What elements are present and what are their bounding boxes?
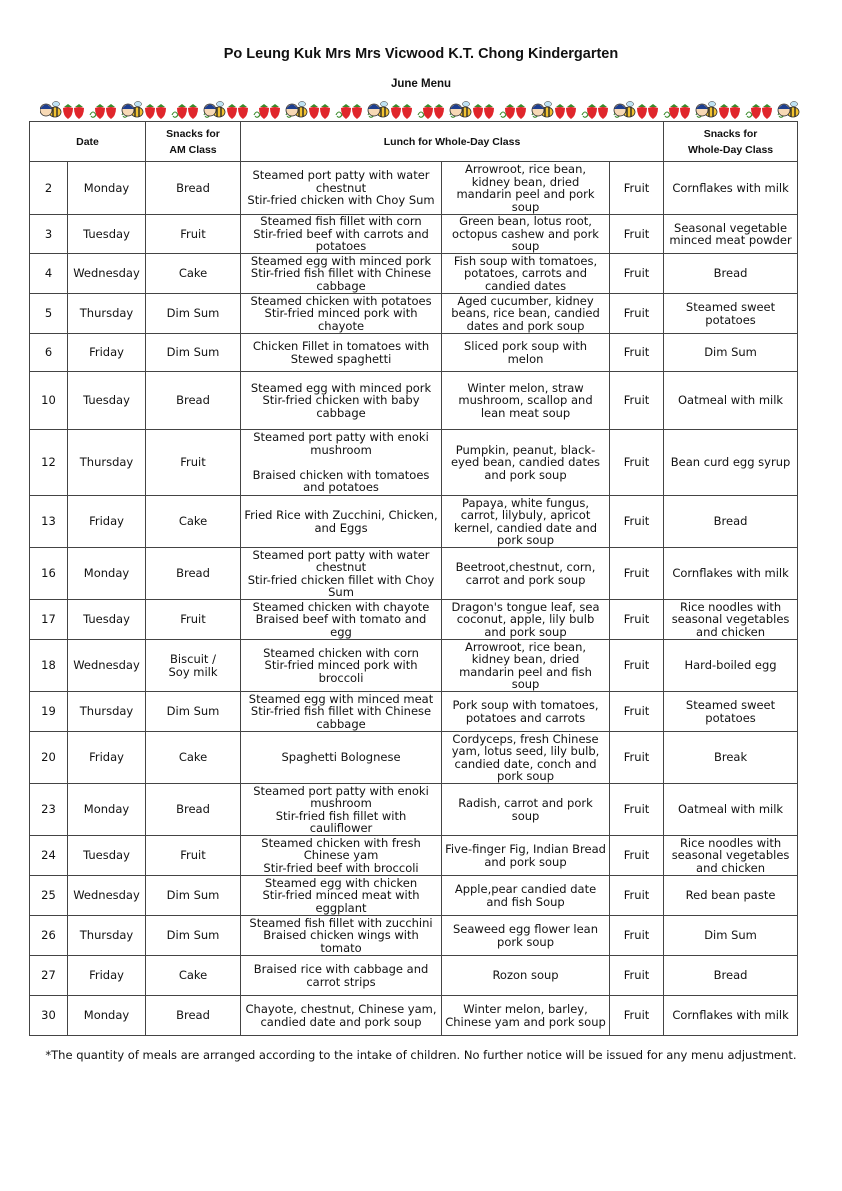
date-day-cell: 25 <box>30 876 68 916</box>
page-title: Po Leung Kuk Mrs Mrs Vicwood K.T. Chong Kindergarten <box>223 46 619 62</box>
lunch-soup-cell: Five-finger Fig, Indian Bread and pork soup <box>442 836 610 876</box>
fruit-cell: Fruit <box>610 692 664 732</box>
fruit-cell: Fruit <box>610 836 664 876</box>
bee-icon <box>696 102 717 118</box>
strawberry-icon <box>106 104 116 119</box>
bee-icon <box>614 102 635 118</box>
strawberry-icon <box>598 104 608 119</box>
weekday-cell: Monday <box>68 162 146 215</box>
fruit-cell: Fruit <box>610 600 664 640</box>
strawberry-icon <box>719 104 729 119</box>
wd-snack-cell: Bread <box>664 496 798 548</box>
lunch-main-cell: Steamed port patty with enoki mushroom Braised chicken with tomatoes and potatoes <box>241 430 442 496</box>
fruit-cell: Fruit <box>610 640 664 692</box>
date-day-cell: 18 <box>30 640 68 692</box>
lunch-main-cell: Chayote, chestnut, Chinese yam, candied date and pork soup <box>241 996 442 1036</box>
vine-swirl-icon <box>500 112 506 117</box>
am-snack-cell: Cake <box>146 496 241 548</box>
strawberry-icon <box>188 104 198 119</box>
header-am-snack: Snacks for AM Class <box>146 122 241 162</box>
lunch-main-cell: Steamed chicken with corn Stir-fried minced pork with broccoli <box>241 640 442 692</box>
strawberry-icon <box>566 104 576 119</box>
vine-swirl-icon <box>336 112 342 117</box>
weekday-cell: Tuesday <box>68 836 146 876</box>
wd-snack-cell: Oatmeal with milk <box>664 784 798 836</box>
am-snack-cell: Fruit <box>146 600 241 640</box>
fruit-cell: Fruit <box>610 996 664 1036</box>
strawberry-icon <box>648 104 658 119</box>
table-row <box>30 876 798 916</box>
wd-snack-cell: Bread <box>664 956 798 996</box>
fruit-cell: Fruit <box>610 548 664 600</box>
bee-icon <box>450 102 471 118</box>
bee-icon <box>368 102 389 118</box>
strawberry-icon <box>637 104 647 119</box>
fruit-cell: Fruit <box>610 876 664 916</box>
table-row <box>30 548 798 600</box>
am-snack-cell: Fruit <box>146 215 241 254</box>
weekday-cell: Thursday <box>68 916 146 956</box>
weekday-cell: Wednesday <box>68 876 146 916</box>
am-snack-cell: Dim Sum <box>146 334 241 372</box>
am-snack-cell: Fruit <box>146 430 241 496</box>
lunch-soup-cell: Pork soup with tomatoes, potatoes and carrots <box>442 692 610 732</box>
strawberry-icon <box>669 104 679 119</box>
strawberry-icon <box>95 104 105 119</box>
table-row <box>30 956 798 996</box>
table-row <box>30 215 798 254</box>
strawberry-icon <box>680 104 690 119</box>
table-row <box>30 996 798 1036</box>
table-row <box>30 430 798 496</box>
bee-icon <box>122 102 143 118</box>
am-snack-cell: Bread <box>146 996 241 1036</box>
header-wd-snack: Snacks for Whole-Day Class <box>664 122 798 162</box>
weekday-cell: Friday <box>68 956 146 996</box>
strawberry-icon <box>505 104 515 119</box>
weekday-cell: Tuesday <box>68 215 146 254</box>
am-snack-cell: Cake <box>146 732 241 784</box>
vine-swirl-icon <box>664 112 670 117</box>
table-row <box>30 836 798 876</box>
wd-snack-cell: Red bean paste <box>664 876 798 916</box>
wd-snack-cell: Dim Sum <box>664 334 798 372</box>
wd-snack-cell: Oatmeal with milk <box>664 372 798 430</box>
fruit-cell: Fruit <box>610 732 664 784</box>
strawberry-icon <box>516 104 526 119</box>
fruit-cell: Fruit <box>610 254 664 294</box>
fruit-cell: Fruit <box>610 496 664 548</box>
am-snack-cell: Bread <box>146 548 241 600</box>
wd-snack-cell: Bread <box>664 254 798 294</box>
strawberry-icon <box>434 104 444 119</box>
date-day-cell: 2 <box>30 162 68 215</box>
lunch-soup-cell: Radish, carrot and pork soup <box>442 784 610 836</box>
weekday-cell: Friday <box>68 732 146 784</box>
bee-icon <box>204 102 225 118</box>
wd-snack-cell: Cornflakes with milk <box>664 996 798 1036</box>
lunch-soup-cell: Beetroot,chestnut, corn, carrot and pork soup <box>442 548 610 600</box>
lunch-soup-cell: Arrowroot, rice bean, kidney bean, dried mandarin peel and fish soup <box>442 640 610 692</box>
date-day-cell: 17 <box>30 600 68 640</box>
page-subtitle: June Menu <box>390 78 452 90</box>
date-day-cell: 20 <box>30 732 68 784</box>
lunch-main-cell: Braised rice with cabbage and carrot strips <box>241 956 442 996</box>
date-day-cell: 24 <box>30 836 68 876</box>
lunch-soup-cell: Green bean, lotus root, octopus cashew and pork soup <box>442 215 610 254</box>
weekday-cell: Thursday <box>68 294 146 334</box>
fruit-cell: Fruit <box>610 430 664 496</box>
am-snack-cell: Bread <box>146 372 241 430</box>
lunch-main-cell: Steamed egg with minced meat Stir-fried fish fillet with Chinese cabbage <box>241 692 442 732</box>
wd-snack-cell: Hard-boiled egg <box>664 640 798 692</box>
am-snack-cell: Biscuit / Soy milk <box>146 640 241 692</box>
am-snack-cell: Dim Sum <box>146 692 241 732</box>
table-row <box>30 916 798 956</box>
date-day-cell: 26 <box>30 916 68 956</box>
date-day-cell: 10 <box>30 372 68 430</box>
menu-table <box>29 121 798 1036</box>
table-row <box>30 600 798 640</box>
date-day-cell: 4 <box>30 254 68 294</box>
fruit-cell: Fruit <box>610 372 664 430</box>
lunch-main-cell: Steamed port patty with enoki mushroom Stir-fried fish fillet with cauliflower <box>241 784 442 836</box>
table-row <box>30 640 798 692</box>
am-snack-cell: Dim Sum <box>146 916 241 956</box>
weekday-cell: Tuesday <box>68 600 146 640</box>
table-row <box>30 334 798 372</box>
weekday-cell: Monday <box>68 784 146 836</box>
table-row <box>30 732 798 784</box>
lunch-soup-cell: Aged cucumber, kidney beans, rice bean, candied dates and pork soup <box>442 294 610 334</box>
strawberry-icon <box>730 104 740 119</box>
am-snack-cell: Bread <box>146 162 241 215</box>
bee-icon <box>40 102 61 118</box>
am-snack-cell: Bread <box>146 784 241 836</box>
table-row <box>30 162 798 215</box>
lunch-main-cell: Steamed chicken with potatoes Stir-fried minced pork with chayote <box>241 294 442 334</box>
weekday-cell: Friday <box>68 496 146 548</box>
am-snack-cell: Cake <box>146 956 241 996</box>
strawberry-icon <box>309 104 319 119</box>
weekday-cell: Wednesday <box>68 254 146 294</box>
bee-icon <box>286 102 307 118</box>
strawberry-icon <box>74 104 84 119</box>
strawberry-icon <box>391 104 401 119</box>
lunch-soup-cell: Rozon soup <box>442 956 610 996</box>
weekday-cell: Monday <box>68 548 146 600</box>
strawberry-icon <box>762 104 772 119</box>
table-row <box>30 496 798 548</box>
wd-snack-cell: Rice noodles with seasonal vegetables and chicken <box>664 600 798 640</box>
lunch-main-cell: Steamed fish fillet with corn Stir-fried beef with carrots and potatoes <box>241 215 442 254</box>
date-day-cell: 27 <box>30 956 68 996</box>
strawberry-icon <box>484 104 494 119</box>
lunch-main-cell: Steamed chicken with chayote Braised beef with tomato and egg <box>241 600 442 640</box>
lunch-main-cell: Steamed egg with minced pork Stir-fried chicken with baby cabbage <box>241 372 442 430</box>
vine-swirl-icon <box>746 112 752 117</box>
table-row <box>30 372 798 430</box>
date-day-cell: 6 <box>30 334 68 372</box>
wd-snack-cell: Bean curd egg syrup <box>664 430 798 496</box>
strawberry-icon <box>177 104 187 119</box>
weekday-cell: Wednesday <box>68 640 146 692</box>
lunch-main-cell: Steamed chicken with fresh Chinese yam Stir-fried beef with broccoli <box>241 836 442 876</box>
lunch-soup-cell: Winter melon, barley, Chinese yam and pork soup <box>442 996 610 1036</box>
vine-swirl-icon <box>582 112 588 117</box>
table-row <box>30 784 798 836</box>
bee-icon <box>532 102 553 118</box>
fruit-cell: Fruit <box>610 162 664 215</box>
lunch-soup-cell: Arrowroot, rice bean, kidney bean, dried mandarin peel and pork soup <box>442 162 610 215</box>
strawberry-icon <box>156 104 166 119</box>
am-snack-cell: Cake <box>146 254 241 294</box>
date-day-cell: 19 <box>30 692 68 732</box>
weekday-cell: Thursday <box>68 430 146 496</box>
date-day-cell: 30 <box>30 996 68 1036</box>
lunch-main-cell: Fried Rice with Zucchini, Chicken, and Eggs <box>241 496 442 548</box>
lunch-soup-cell: Sliced pork soup with melon <box>442 334 610 372</box>
footnote: *The quantity of meals are arranged according to the intake of children. No further notice will be issued for any menu adjustment. <box>45 1048 797 1062</box>
strawberry-bee-border <box>40 99 800 121</box>
table-row <box>30 254 798 294</box>
date-day-cell: 23 <box>30 784 68 836</box>
lunch-soup-cell: Seaweed egg flower lean pork soup <box>442 916 610 956</box>
fruit-cell: Fruit <box>610 916 664 956</box>
vine-swirl-icon <box>90 112 96 117</box>
lunch-main-cell: Steamed egg with minced pork Stir-fried fish fillet with Chinese cabbage <box>241 254 442 294</box>
wd-snack-cell: Break <box>664 732 798 784</box>
wd-snack-cell: Dim Sum <box>664 916 798 956</box>
strawberry-icon <box>270 104 280 119</box>
fruit-cell: Fruit <box>610 294 664 334</box>
date-day-cell: 16 <box>30 548 68 600</box>
strawberry-icon <box>555 104 565 119</box>
lunch-main-cell: Chicken Fillet in tomatoes with Stewed spaghetti <box>241 334 442 372</box>
strawberry-icon <box>352 104 362 119</box>
table-row <box>30 294 798 334</box>
vine-swirl-icon <box>418 112 424 117</box>
lunch-soup-cell: Papaya, white fungus, carrot, lilybuly, apricot kernel, candied date and pork soup <box>442 496 610 548</box>
lunch-main-cell: Spaghetti Bolognese <box>241 732 442 784</box>
weekday-cell: Monday <box>68 996 146 1036</box>
wd-snack-cell: Rice noodles with seasonal vegetables and chicken <box>664 836 798 876</box>
strawberry-icon <box>402 104 412 119</box>
lunch-soup-cell: Winter melon, straw mushroom, scallop and lean meat soup <box>442 372 610 430</box>
fruit-cell: Fruit <box>610 784 664 836</box>
lunch-soup-cell: Fish soup with tomatoes, potatoes, carrots and candied dates <box>442 254 610 294</box>
date-day-cell: 5 <box>30 294 68 334</box>
fruit-cell: Fruit <box>610 334 664 372</box>
strawberry-icon <box>423 104 433 119</box>
lunch-soup-cell: Cordyceps, fresh Chinese yam, lotus seed, lily bulb, candied date, conch and pork soup <box>442 732 610 784</box>
lunch-soup-cell: Pumpkin, peanut, black-eyed bean, candied dates and pork soup <box>442 430 610 496</box>
strawberry-icon <box>259 104 269 119</box>
strawberry-icon <box>473 104 483 119</box>
am-snack-cell: Dim Sum <box>146 876 241 916</box>
date-day-cell: 12 <box>30 430 68 496</box>
am-snack-cell: Fruit <box>146 836 241 876</box>
lunch-soup-cell: Dragon's tongue leaf, sea coconut, apple, lily bulb and pork soup <box>442 600 610 640</box>
lunch-soup-cell: Apple,pear candied date and fish Soup <box>442 876 610 916</box>
wd-snack-cell: Steamed sweet potatoes <box>664 294 798 334</box>
wd-snack-cell: Cornflakes with milk <box>664 548 798 600</box>
lunch-main-cell: Steamed port patty with water chestnut Stir-fried chicken fillet with Choy Sum <box>241 548 442 600</box>
strawberry-icon <box>751 104 761 119</box>
lunch-main-cell: Steamed egg with chicken Stir-fried minced meat with eggplant <box>241 876 442 916</box>
strawberry-icon <box>145 104 155 119</box>
header-row <box>30 122 798 162</box>
weekday-cell: Thursday <box>68 692 146 732</box>
table-row <box>30 692 798 732</box>
strawberry-icon <box>238 104 248 119</box>
strawberry-icon <box>227 104 237 119</box>
am-snack-cell: Dim Sum <box>146 294 241 334</box>
strawberry-icon <box>587 104 597 119</box>
weekday-cell: Tuesday <box>68 372 146 430</box>
bee-icon <box>778 102 799 118</box>
lunch-main-cell: Steamed port patty with water chestnut Stir-fried chicken with Choy Sum <box>241 162 442 215</box>
fruit-cell: Fruit <box>610 956 664 996</box>
header-lunch: Lunch for Whole-Day Class <box>241 122 664 162</box>
date-day-cell: 3 <box>30 215 68 254</box>
strawberry-icon <box>320 104 330 119</box>
weekday-cell: Friday <box>68 334 146 372</box>
fruit-cell: Fruit <box>610 215 664 254</box>
wd-snack-cell: Steamed sweet potatoes <box>664 692 798 732</box>
strawberry-icon <box>63 104 73 119</box>
vine-swirl-icon <box>172 112 178 117</box>
wd-snack-cell: Cornflakes with milk <box>664 162 798 215</box>
wd-snack-cell: Seasonal vegetable minced meat powder <box>664 215 798 254</box>
date-day-cell: 13 <box>30 496 68 548</box>
lunch-main-cell: Steamed fish fillet with zucchini Braised chicken wings with tomato <box>241 916 442 956</box>
header-date: Date <box>30 122 146 162</box>
strawberry-icon <box>341 104 351 119</box>
vine-swirl-icon <box>254 112 260 117</box>
